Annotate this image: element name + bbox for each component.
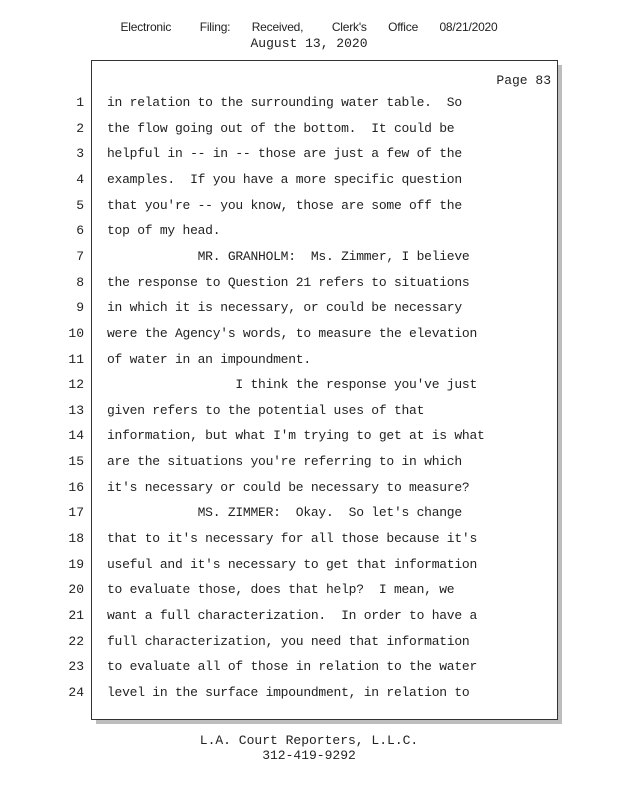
transcript-line: to evaluate all of those in relation to the water xyxy=(107,659,478,674)
line-number: 20 xyxy=(68,582,84,597)
line-number: 16 xyxy=(68,480,84,495)
line-number: 1 xyxy=(76,95,84,110)
transcript-line: MR. GRANHOLM: Ms. Zimmer, I believe xyxy=(107,249,470,264)
transcript-line: were the Agency's words, to measure the elevation xyxy=(107,326,478,341)
line-number: 19 xyxy=(68,557,84,572)
transcript-line: helpful in -- in -- those are just a few of the xyxy=(107,146,462,161)
line-number: 22 xyxy=(68,634,84,649)
transcript-line: it's necessary or could be necessary to measure? xyxy=(107,480,470,495)
line-number: 10 xyxy=(68,326,84,341)
transcript-line: in which it is necessary, or could be necessary xyxy=(107,300,462,315)
transcript-line: are the situations you're referring to in which xyxy=(107,454,462,469)
line-number: 15 xyxy=(68,454,84,469)
line-number: 24 xyxy=(68,685,84,700)
line-number: 17 xyxy=(68,505,84,520)
line-number: 2 xyxy=(76,121,84,136)
transcript-line: examples. If you have a more specific question xyxy=(107,172,462,187)
line-number: 18 xyxy=(68,531,84,546)
line-number: 3 xyxy=(76,146,84,161)
transcript-line: MS. ZIMMER: Okay. So let's change xyxy=(107,505,462,520)
transcript-line: in relation to the surrounding water table. So xyxy=(107,95,462,110)
line-number: 5 xyxy=(76,198,84,213)
line-number: 6 xyxy=(76,223,84,238)
line-number: 23 xyxy=(68,659,84,674)
line-number: 14 xyxy=(68,428,84,443)
transcript-line: of water in an impoundment. xyxy=(107,352,311,367)
transcript-line: want a full characterization. In order to have a xyxy=(107,608,478,623)
transcript-line: top of my head. xyxy=(107,223,221,238)
reporter-phone: 312-419-9292 xyxy=(262,748,356,763)
transcript-date: August 13, 2020 xyxy=(250,36,368,51)
transcript-line: the response to Question 21 refers to situations xyxy=(107,275,470,290)
transcript-line: to evaluate those, does that help? I mean, we xyxy=(107,582,455,597)
line-number: 7 xyxy=(76,249,84,264)
reporter-company: L.A. Court Reporters, L.L.C. xyxy=(199,733,419,748)
transcript-line: that to it's necessary for all those because it's xyxy=(107,531,478,546)
transcript-line: that you're -- you know, those are some off the xyxy=(107,198,462,213)
transcript-line: information, but what I'm trying to get at is what xyxy=(107,428,485,443)
transcript-line: given refers to the potential uses of that xyxy=(107,403,425,418)
line-number: 4 xyxy=(76,172,84,187)
transcript-line: level in the surface impoundment, in relation to xyxy=(107,685,470,700)
line-number: 9 xyxy=(76,300,84,315)
line-number: 11 xyxy=(68,352,84,367)
line-number: 21 xyxy=(68,608,84,623)
transcript-line: the flow going out of the bottom. It could be xyxy=(107,121,455,136)
line-number: 12 xyxy=(68,377,84,392)
transcript-line: I think the response you've just xyxy=(107,377,478,392)
transcript-line: full characterization, you need that information xyxy=(107,634,470,649)
line-number: 13 xyxy=(68,403,84,418)
transcript-line: useful and it's necessary to get that information xyxy=(107,557,478,572)
page-number: Page 83 xyxy=(496,73,551,88)
filing-stamp: Electronic Filing: Received, Clerk's Office 08/21/2020 xyxy=(120,20,498,34)
line-number: 8 xyxy=(76,275,84,290)
